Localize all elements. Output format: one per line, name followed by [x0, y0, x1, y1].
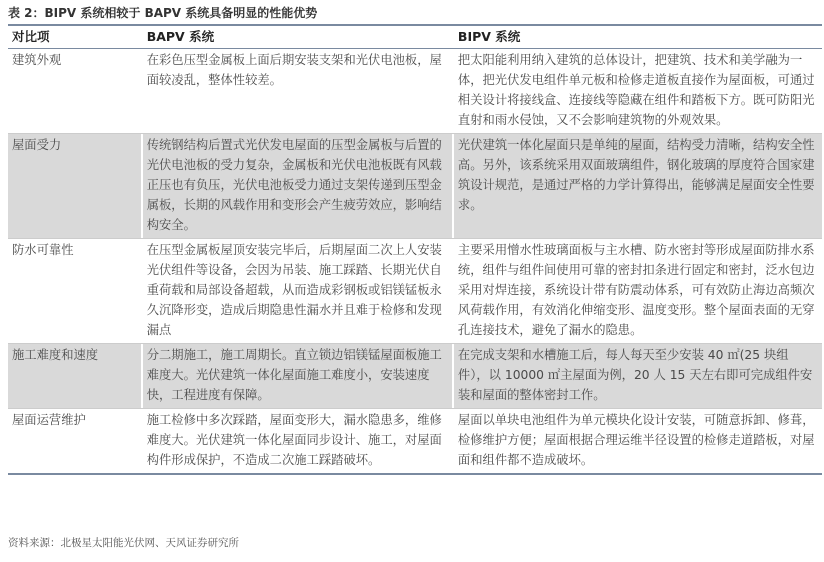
table-row	[8, 344, 822, 409]
row-bapv: 分二期施工，施工周期长。直立锁边铝镁锰屋面板施工难度大。光伏建筑一体化屋面施工难度小，安装速度快，工程进度有保障。	[143, 344, 452, 408]
table-title: 表 2：BIPV 系统相较于 BAPV 系统具备明显的性能优势	[8, 6, 318, 20]
row-bipv: 屋面以单块电池组件为单元模块化设计安装，可随意拆卸、修葺，检修维护方便；屋面根据合理运维半径设置的检修走道踏板，对屋面和组件都不造成破坏。	[457, 413, 815, 467]
table-row	[8, 134, 822, 239]
row-bapv: 施工检修中多次踩踏，屋面变形大，漏水隐患多，维修难度大。光伏建筑一体化屋面同步设计、施工，对屋面构件形成保护，不造成二次施工踩踏破坏。	[146, 413, 442, 467]
table-header-row	[8, 24, 822, 49]
row-item: 屋面运营维护	[12, 413, 86, 427]
table-row	[8, 239, 822, 344]
row-item: 屋面受力	[8, 134, 141, 238]
header-bapv: BAPV 系统	[146, 29, 215, 44]
row-bipv: 把太阳能利用纳入建筑的总体设计，把建筑、技术和美学融为一体，把光伏发电组件单元板和检修走道板直接作为屋面板，可通过相关设计将接线盒、连接线等隐藏在组件和踏板下方。既可防阳光直射和雨水侵蚀，又不会影响建筑物的外观效果。	[457, 53, 815, 127]
row-item: 建筑外观	[12, 53, 62, 67]
header-bipv: BIPV 系统	[457, 29, 521, 44]
row-item: 施工难度和速度	[8, 344, 141, 408]
row-bapv: 在彩色压型金属板上面后期安装支架和光伏电池板，屋面较凌乱，整体性较差。	[146, 53, 442, 87]
row-bipv: 主要采用憎水性玻璃面板与主水槽、防水密封等形成屋面防排水系统，组件与组件间使用可靠的密封扣条进行固定和密封，泛水包边采用对焊连接，系统设计带有防震动体系，可有效防止海边高频次风荷载作用，有效消化伸缩变形、温度变形。整个屋面表面的无穿孔连接技术，避免了漏水的隐患。	[457, 243, 815, 337]
row-bipv: 在完成支架和水槽施工后，每人每天至少安装 40 ㎡(25 块组件），以 10000 ㎡主屋面为例，20 人 15 天左右即可完成组件安装和屋面的整体密封工作。	[454, 344, 822, 408]
row-bapv: 传统钢结构后置式光伏发电屋面的压型金属板与后置的光伏电池板的受力复杂，金属板和光伏电池板既有风载正压也有负压，光伏电池板受力通过支架传递到压型金属板，长期的风载作用和变形会产生疲劳效应，影响结构安全。	[143, 134, 452, 238]
row-bipv: 光伏建筑一体化屋面只是单纯的屋面，结构受力清晰，结构安全性高。另外，该系统采用双面玻璃组件，钢化玻璃的厚度符合国家建筑设计规范，是通过严格的力学计算得出，能够满足屋面安全性要求。	[454, 134, 822, 238]
table-row	[8, 409, 822, 475]
row-bapv: 在压型金属板屋顶安装完毕后，后期屋面二次上人安装光伏组件等设备，会因为吊装、施工踩踏、长期光伏自重荷载和局部设备超载，从而造成彩钢板或铝镁锰板永久沉降形变，造成后期隐患性漏水并且难于检修和发现漏点	[146, 243, 442, 337]
row-item: 防水可靠性	[12, 243, 74, 257]
comparison-table	[8, 24, 822, 475]
table-row	[8, 49, 822, 134]
source-note: 资料来源：北极星太阳能光伏网、天风证券研究所	[8, 537, 239, 549]
header-item: 对比项	[12, 29, 50, 44]
